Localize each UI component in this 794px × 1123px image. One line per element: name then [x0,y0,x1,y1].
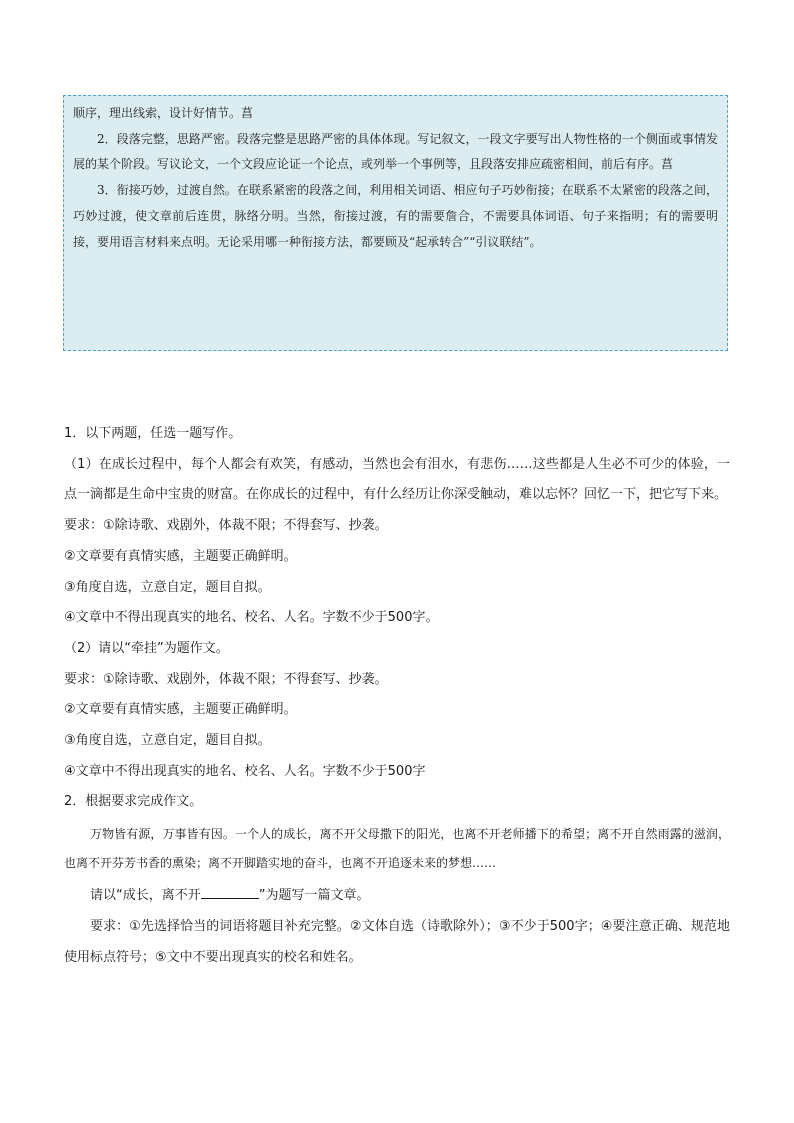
question-2-prompt-before: 请以“成长，离不开 [90,888,201,904]
writing-tips-box [63,95,728,351]
question-2-prompt-after: ”为题写一篇文章。 [258,888,370,904]
fill-in-blank-line [201,887,259,899]
question-2-prompt [64,881,730,912]
question-2-material: 万物皆有源，万事皆有因。一个人的成长，离不开父母撒下的阳光，也离不开老师播下的希望；离不开自然雨露的滋润，也离不开芬芳书香的熏染；离不开脚踏实地的奋斗，也离不开追逐未来的梦想…… [64,827,730,871]
question-1-part-2-requirement-4: ④文章中不得出现真实的地名、校名、人名。字数不少于500字 [64,763,426,779]
question-2-title: 2．根据要求完成作文。 [64,794,203,810]
question-1-part-1-requirement-1: 要求：①除诗歌、戏剧外，体裁不限；不得套写、抄袭。 [64,518,388,534]
question-1-part-1-requirement-2: ②文章要有真情实感，主题要正确鲜明。 [64,548,297,564]
question-1-part-2-requirement-2: ②文章要有真情实感，主题要正确鲜明。 [64,702,297,718]
tip-paragraph-3: 3．衔接巧妙，过渡自然。在联系紧密的段落之间，利用相关词语、相应句子巧妙衔接；在联系不太紧密的段落之间，巧妙过渡，使文章前后连贯，脉络分明。当然，衔接过渡，有的需要詹合，不需要具体词语、句子来指明；有的需要明接，要用语言材料来点明。无论采用哪一种衔接方法，都要顾及“起承转合”“引议联结”。 [73,183,718,249]
question-2-requirements: 要求：①先选择恰当的词语将题目补充完整。②文体自选（诗歌除外）；③不少于500字；④要注意正确、规范地使用标点符号；⑤文中不要出现真实的校名和姓名。 [64,918,730,965]
question-1-part-1-requirement-3: ③角度自选，立意自定，题目自拟。 [64,579,271,595]
question-1-part-2-requirement-3: ③角度自选，立意自定，题目自拟。 [64,733,271,749]
question-1-part-1-prompt: （1）在成长过程中，每个人都会有欢笑，有感动，当然也会有泪水，有悲伤……这些都是人生必不可少的体验，一点一滴都是生命中宝贵的财富。在你成长的过程中，有什么经历让你深受触动，难以忘怀？回忆一下，把它写下来。 [64,456,730,503]
question-1-part-1-requirement-4: ④文章中不得出现真实的地名、校名、人名。字数不少于500字。 [64,610,439,626]
question-1-title: 1．以下两题，任选一题写作。 [64,426,242,441]
essay-questions [64,419,730,973]
tip-paragraph-2: 2．段落完整，思路严密。段落完整是思路严密的具体体现。写记叙文，一段文字要写出人物性格的一个侧面或事情发展的某个阶段。写议论文，一个文段应论证一个论点，或列举一个事例等，且段落安排应疏密相间，前后有序。菖 [73,131,718,172]
question-1-part-2-requirement-1: 要求：①除诗歌、戏剧外，体裁不限；不得套写、抄袭。 [64,671,388,687]
tip-line-continuation: 顺序，理出线索，设计好情节。菖 [73,106,254,120]
question-1-part-2-prompt: （2）请以“牵挂”为题作文。 [64,640,229,656]
